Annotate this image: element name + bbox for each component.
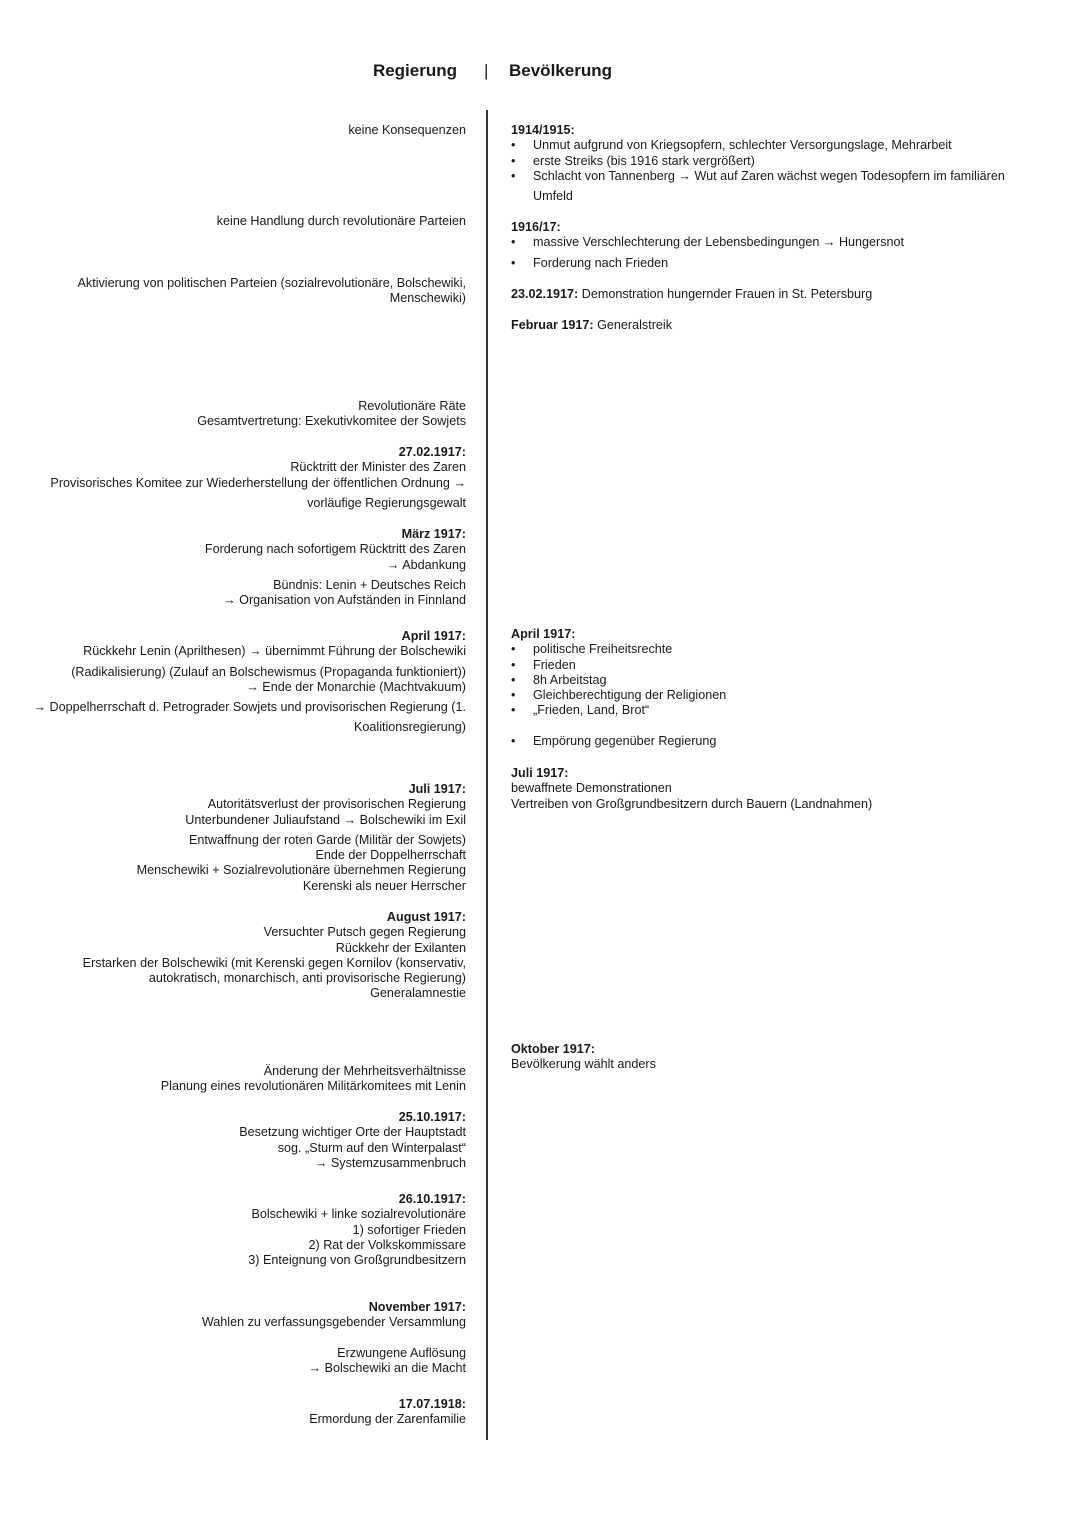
entry-line: Planung eines revolutionären Militärkomitees mit Lenin bbox=[160, 1079, 466, 1094]
center-divider bbox=[486, 110, 488, 1440]
list-item: • massive Verschlechterung der Lebensbedingungen → Hungersnot bbox=[511, 235, 1051, 250]
left-entry-aufloesung bbox=[6, 1346, 466, 1377]
entry-line: Erzwungene Auflösung bbox=[337, 1346, 466, 1360]
entry-date: Juli 1917: bbox=[408, 782, 466, 796]
left-entry-mehrheitsverhaeltnisse bbox=[6, 1064, 466, 1095]
entry-date: 25.10.1917: bbox=[398, 1110, 466, 1124]
left-entry-raete bbox=[6, 399, 466, 430]
entry-line: Aktivierung von politischen Parteien (sozialrevolutionäre, Bolschewiki, bbox=[77, 276, 466, 290]
entry-line: autokratisch, monarchisch, anti provisorische Regierung) bbox=[148, 971, 466, 986]
entry-line: Ermordung der Zarenfamilie bbox=[309, 1412, 466, 1427]
left-entry-juli-1917 bbox=[6, 782, 466, 894]
entry-date: 1914/1915: bbox=[511, 123, 575, 137]
entry-date: April 1917: bbox=[401, 629, 466, 643]
list-item: • erste Streiks (bis 1916 stark vergrößert) bbox=[511, 154, 1051, 169]
list-item: • Frieden bbox=[511, 658, 1051, 673]
left-entry-25-10-1917 bbox=[6, 1110, 466, 1171]
entry-date: 17.07.1918: bbox=[398, 1397, 466, 1411]
left-entry-17-07-1918 bbox=[6, 1397, 466, 1428]
entry-line: 2) Rat der Volkskommissare bbox=[308, 1237, 466, 1252]
entry-line: → Systemzusammenbruch bbox=[314, 1155, 466, 1170]
entry-line: Forderung nach sofortigem Rücktritt des Zaren bbox=[204, 542, 466, 557]
entry-line: Koalitionsregierung) bbox=[353, 720, 466, 735]
header-separator: | bbox=[484, 61, 489, 80]
entry-line: Revolutionäre Räte bbox=[358, 399, 466, 413]
entry-line: Generalamnestie bbox=[370, 986, 466, 1001]
bullet-list bbox=[511, 642, 1051, 749]
entry-line: Ende der Doppelherrschaft bbox=[315, 848, 466, 863]
entry-date: April 1917: bbox=[511, 627, 576, 641]
entry-line: Versuchter Putsch gegen Regierung bbox=[263, 925, 466, 940]
right-entry-23-02-1917 bbox=[511, 287, 1051, 302]
entry-text: Demonstration hungernder Frauen in St. Petersburg bbox=[581, 287, 873, 301]
entry-line: Bündnis: Lenin + Deutsches Reich bbox=[273, 577, 466, 592]
left-entry-august-1917 bbox=[6, 910, 466, 1002]
entry-line: vorläufige Regierungsgewalt bbox=[307, 495, 466, 510]
entry-date: 23.02.1917: bbox=[511, 287, 579, 301]
entry-date: 27.02.1917: bbox=[398, 445, 466, 459]
entry-line: Menschewiki + Sozialrevolutionäre übernehmen Regierung bbox=[136, 863, 466, 878]
entry-line: Vertreiben von Großgrundbesitzern durch Bauern (Landnahmen) bbox=[511, 796, 873, 811]
entry-date: Juli 1917: bbox=[511, 766, 569, 780]
entry-line: (Radikalisierung) (Zulauf an Bolschewismus (Propaganda funktioniert)) bbox=[71, 664, 466, 679]
entry-line: Unterbundener Juliaufstand → Bolschewiki im Exil bbox=[185, 812, 466, 827]
entry-line: Wahlen zu verfassungsgebender Versammlung bbox=[201, 1315, 466, 1330]
left-entry-26-10-1917 bbox=[6, 1192, 466, 1268]
entry-date: November 1917: bbox=[368, 1300, 466, 1314]
left-entry-keine-konsequenzen bbox=[6, 123, 466, 138]
entry-line: Rückkehr Lenin (Aprilthesen) → übernimmt Führung der Bolschewiki bbox=[83, 644, 466, 659]
list-item: • „Frieden, Land, Brot“ bbox=[511, 703, 1051, 718]
entry-date: 1916/17: bbox=[511, 220, 561, 234]
list-item: • Gleichberechtigung der Religionen bbox=[511, 688, 1051, 703]
list-item: • Unmut aufgrund von Kriegsopfern, schlechter Versorgungslage, Mehrarbeit bbox=[511, 138, 1051, 153]
right-entry-1916-17 bbox=[511, 220, 1051, 271]
entry-line: → Doppelherrschaft d. Petrograder Sowjets und provisorischen Regierung (1. bbox=[33, 700, 466, 715]
left-entry-keine-handlung bbox=[6, 214, 466, 229]
list-item: • Schlacht von Tannenberg → Wut auf Zaren wächst wegen Todesopfern im familiären bbox=[511, 169, 1051, 184]
entry-date: August 1917: bbox=[386, 910, 466, 924]
entry-line: → Abdankung bbox=[386, 557, 466, 572]
bullet-list bbox=[511, 138, 1051, 184]
left-entry-27-02-1917 bbox=[0, 445, 466, 511]
entry-line: Änderung der Mehrheitsverhältnisse bbox=[263, 1064, 466, 1078]
entry-line: Entwaffnung der roten Garde (Militär der Sowjets) bbox=[189, 832, 466, 847]
entry-line: Bolschewiki + linke sozialrevolutionäre bbox=[251, 1207, 466, 1222]
entry-date: März 1917: bbox=[401, 527, 466, 541]
left-entry-april-1917 bbox=[0, 629, 466, 736]
entry-text: Generalstreik bbox=[597, 318, 673, 332]
entry-line: 1) sofortiger Frieden bbox=[352, 1222, 466, 1237]
column-header-bevoelkerung: Bevölkerung bbox=[509, 61, 612, 80]
right-entry-april-1917 bbox=[511, 627, 1051, 749]
entry-line: Besetzung wichtiger Orte der Hauptstadt bbox=[239, 1125, 466, 1140]
right-entry-oktober-1917 bbox=[511, 1042, 1051, 1073]
entry-line: 3) Enteignung von Großgrundbesitzern bbox=[248, 1253, 466, 1268]
entry-date: Februar 1917: bbox=[511, 318, 594, 332]
list-item: • Empörung gegenüber Regierung bbox=[511, 734, 1051, 749]
right-entry-1914-1915 bbox=[511, 123, 1051, 204]
list-item: • politische Freiheitsrechte bbox=[511, 642, 1051, 657]
entry-date: 26.10.1917: bbox=[398, 1192, 466, 1206]
entry-line: Provisorisches Komitee zur Wiederherstellung der öffentlichen Ordnung → bbox=[50, 475, 466, 490]
entry-line: keine Konsequenzen bbox=[348, 123, 466, 137]
right-entry-februar-1917 bbox=[511, 318, 1051, 333]
right-entry-juli-1917 bbox=[511, 766, 1051, 812]
entry-line: Umfeld bbox=[533, 189, 573, 204]
entry-line: Menschewiki) bbox=[389, 291, 466, 306]
entry-line: → Ende der Monarchie (Machtvakuum) bbox=[246, 679, 466, 694]
entry-line: → Organisation von Aufständen in Finnland bbox=[223, 593, 466, 608]
column-header-regierung: Regierung bbox=[372, 61, 457, 80]
entry-line: Rückkehr der Exilanten bbox=[335, 940, 466, 955]
entry-line: → Bolschewiki an die Macht bbox=[308, 1361, 466, 1376]
list-item: • Forderung nach Frieden bbox=[511, 256, 1051, 271]
left-entry-november-1917 bbox=[6, 1300, 466, 1331]
entry-line: Bevölkerung wählt anders bbox=[511, 1057, 656, 1072]
entry-line: sog. „Sturm auf den Winterpalast“ bbox=[277, 1140, 466, 1155]
entry-line: Kerenski als neuer Herrscher bbox=[302, 878, 466, 893]
entry-line: keine Handlung durch revolutionäre Parteien bbox=[216, 214, 466, 228]
entry-date: Oktober 1917: bbox=[511, 1042, 595, 1056]
list-item: • 8h Arbeitstag bbox=[511, 673, 1051, 688]
left-entry-aktivierung-parteien bbox=[6, 276, 466, 307]
entry-line: Autoritätsverlust der provisorischen Regierung bbox=[207, 797, 466, 812]
bullet-list bbox=[511, 235, 1051, 271]
entry-line: bewaffnete Demonstrationen bbox=[511, 781, 672, 796]
entry-line: Erstarken der Bolschewiki (mit Kerenski gegen Kornilov (konservativ, bbox=[82, 955, 466, 970]
left-entry-maerz-1917 bbox=[6, 527, 466, 608]
entry-line: Rücktritt der Minister des Zaren bbox=[290, 460, 466, 475]
entry-line: Gesamtvertretung: Exekutivkomitee der Sowjets bbox=[197, 414, 466, 429]
